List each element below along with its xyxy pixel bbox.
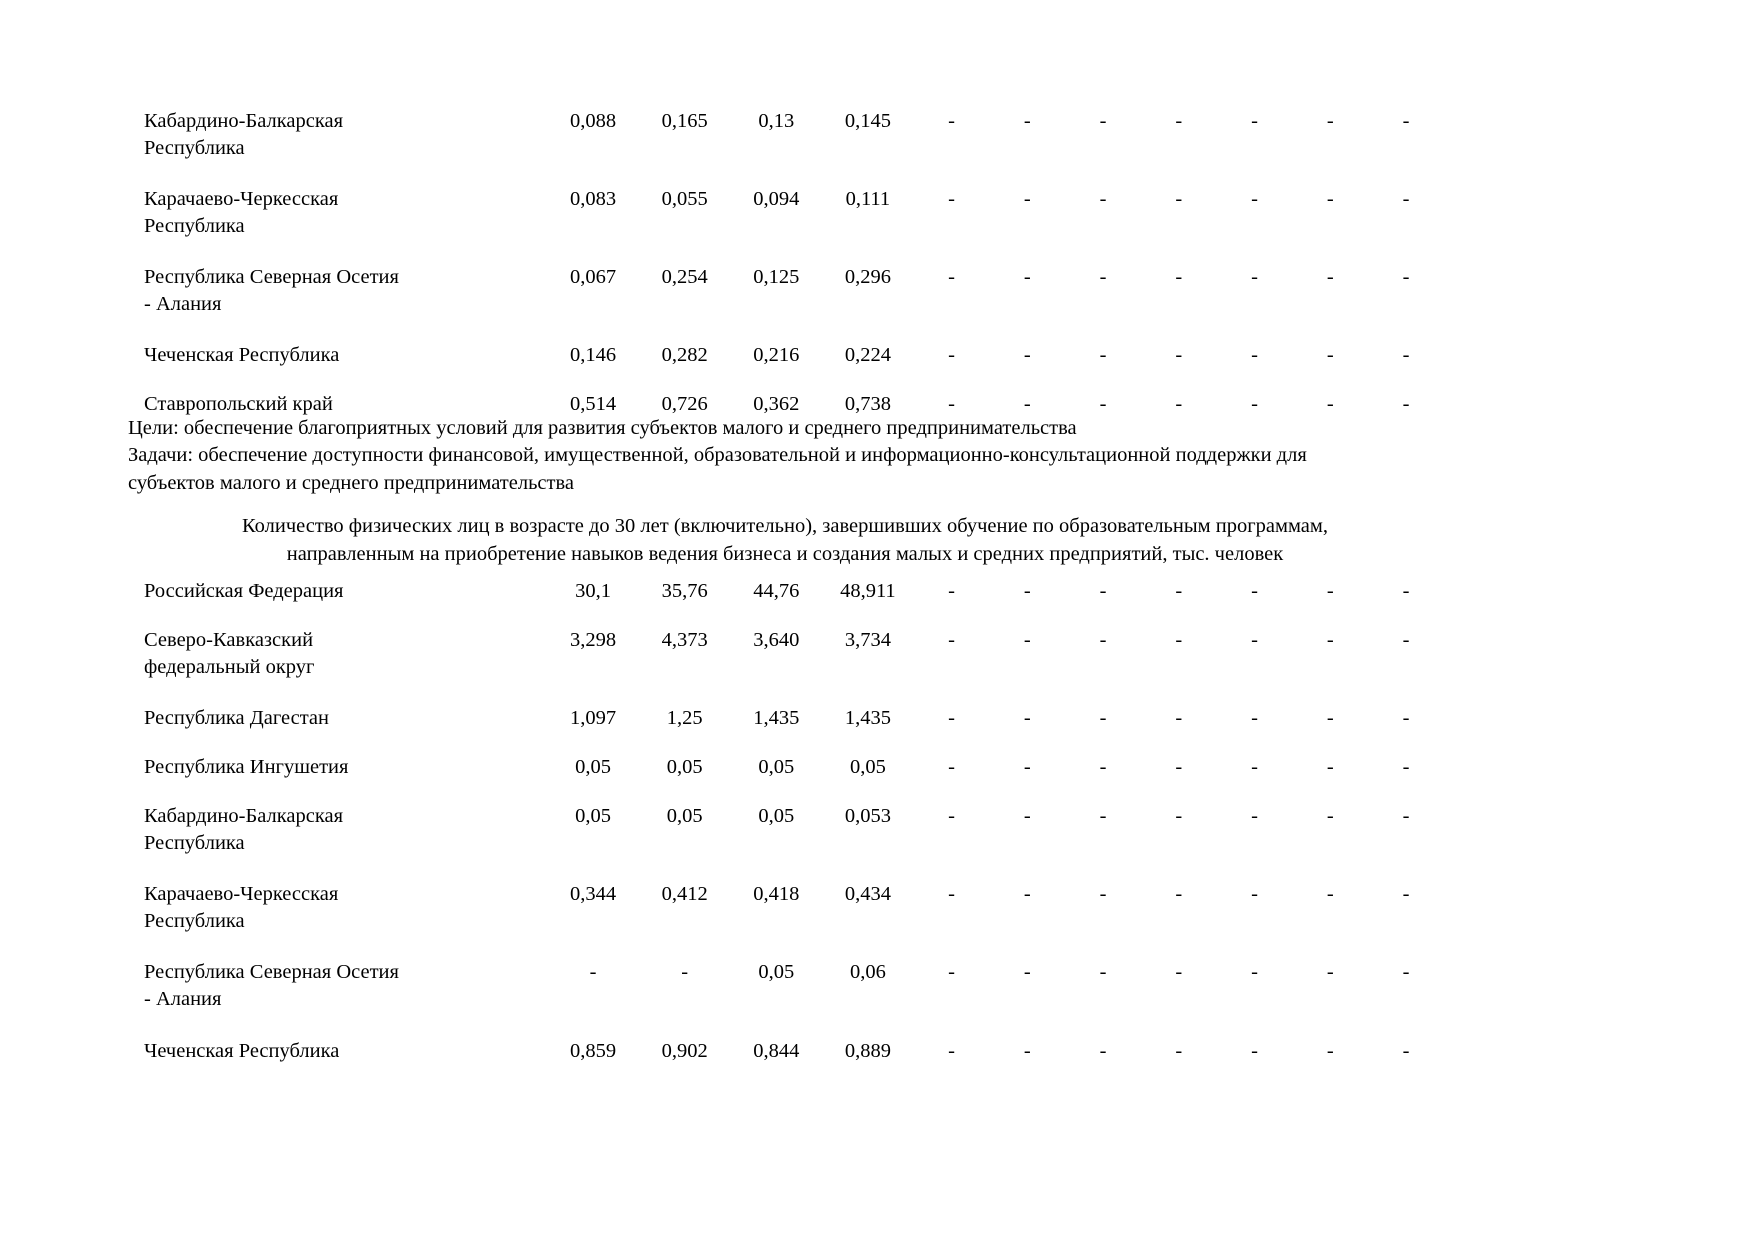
cell-empty: -	[1175, 756, 1183, 779]
cell-empty: -	[1326, 883, 1334, 906]
cell-empty: -	[1326, 344, 1334, 367]
cell-value: 0,412	[661, 883, 708, 906]
cell-empty: -	[1099, 393, 1107, 416]
cell-empty: -	[1175, 580, 1183, 602]
cell-empty: -	[1175, 110, 1183, 132]
cell-empty: -	[1023, 883, 1031, 906]
row-region-label	[144, 803, 547, 881]
table-row	[144, 959, 1444, 1037]
cell-empty: -	[948, 805, 955, 828]
cell-value: 0,111	[845, 188, 891, 211]
region-line: Республика Северная Осетия	[144, 266, 399, 289]
cell-empty: -	[1326, 756, 1334, 779]
cell-empty: -	[1099, 266, 1107, 289]
cell-value: 0,13	[758, 110, 795, 132]
goals-line: Цели: обеспечение благоприятных условий для развития субъектов малого и среднего предпринимательства	[128, 417, 1077, 439]
region-line: Чеченская Республика	[144, 344, 340, 367]
region-line: Ставропольский край	[144, 393, 333, 416]
cell-empty: -	[1402, 393, 1410, 416]
indicator-table-top	[144, 108, 1444, 440]
cell-empty: -	[948, 1039, 955, 1062]
cell-value: 1,435	[753, 707, 800, 730]
cell-value: 35,76	[661, 580, 708, 602]
cell-empty: -	[1099, 961, 1107, 984]
cell-value: 30,1	[575, 580, 611, 602]
cell-empty: -	[948, 961, 955, 984]
cell-empty: -	[1099, 629, 1107, 652]
cell-value: 0,434	[844, 883, 891, 906]
table-row	[144, 705, 1444, 754]
cell-value: 3,734	[844, 629, 891, 652]
cell-value: 0,05	[758, 805, 795, 828]
cell-value: 44,76	[753, 580, 800, 602]
cell-empty: -	[948, 580, 955, 602]
cell-value: 0,889	[844, 1039, 891, 1062]
cell-empty: -	[1099, 805, 1107, 828]
cell-empty: -	[948, 707, 955, 730]
table-row	[144, 803, 1444, 881]
cell-value: 0,067	[569, 266, 617, 289]
row-region-label	[144, 342, 547, 391]
cell-empty: -	[1175, 961, 1183, 984]
table-bottom-body	[144, 578, 1444, 1087]
cell-value: -	[681, 961, 689, 984]
cell-value: 0,145	[844, 110, 891, 132]
cell-empty: -	[1251, 629, 1258, 652]
cell-empty: -	[1175, 344, 1183, 367]
indicator-table-bottom	[144, 578, 1444, 1087]
cell-value: 3,298	[569, 629, 617, 652]
cell-empty: -	[948, 344, 955, 367]
tasks-line: Задачи: обеспечение доступности финансовой, имущественной, образовательной и информационно-консультационной поддержки для	[128, 444, 1307, 467]
row-region-label	[144, 754, 547, 803]
cell-empty: -	[948, 393, 955, 416]
cell-value: 0,859	[569, 1039, 617, 1062]
indicator-title-line: направленным на приобретение навыков ведения бизнеса и создания малых и средних предприятий, тыс. человек	[286, 543, 1284, 566]
cell-value: 0,055	[661, 188, 708, 211]
cell-empty: -	[1023, 580, 1031, 602]
cell-empty: -	[1175, 805, 1183, 828]
row-region-label	[144, 705, 547, 754]
cell-empty: -	[948, 756, 955, 779]
cell-empty: -	[1251, 756, 1258, 779]
indicator-title	[150, 512, 1420, 569]
cell-empty: -	[1175, 188, 1183, 211]
table-row	[144, 186, 1444, 264]
cell-empty: -	[1023, 1039, 1031, 1062]
cell-value: 0,05	[575, 805, 611, 828]
cell-value: 0,05	[758, 756, 795, 779]
cell-empty: -	[948, 629, 955, 652]
cell-value: 0,254	[661, 266, 708, 289]
cell-empty: -	[1326, 188, 1334, 211]
cell-empty: -	[1023, 805, 1031, 828]
cell-empty: -	[1251, 580, 1258, 602]
table-row	[144, 578, 1444, 627]
cell-value: 0,344	[569, 883, 617, 906]
cell-value: 0,726	[661, 393, 708, 416]
cell-empty: -	[1402, 1039, 1410, 1062]
region-line: Российская Федерация	[144, 580, 344, 602]
cell-empty: -	[1251, 1039, 1258, 1062]
cell-empty: -	[1251, 393, 1258, 416]
region-line: Республика	[144, 832, 245, 855]
table-top-body	[144, 108, 1444, 440]
cell-value: 0,362	[753, 393, 800, 416]
cell-empty: -	[1402, 110, 1410, 132]
tasks-line-cont: субъектов малого и среднего предпринимательства	[128, 471, 574, 494]
cell-empty: -	[1326, 707, 1334, 730]
table-row	[144, 754, 1444, 803]
cell-value: 0,06	[849, 961, 886, 984]
cell-empty: -	[1023, 707, 1031, 730]
cell-value: 0,224	[844, 344, 891, 367]
row-region-label	[144, 578, 547, 627]
row-region-label	[144, 108, 547, 186]
cell-value: 1,435	[844, 707, 891, 730]
cell-value: 0,146	[569, 344, 617, 367]
indicator-title-line: Количество физических лиц в возрасте до 30 лет (включительно), завершивших обучение по образовательным программам,	[242, 515, 1328, 537]
cell-empty: -	[1251, 110, 1258, 132]
cell-empty: -	[1099, 580, 1107, 602]
cell-value: 0,125	[753, 266, 800, 289]
cell-empty: -	[1099, 756, 1107, 779]
cell-empty: -	[1251, 883, 1258, 906]
cell-value: 0,088	[569, 110, 617, 132]
cell-empty: -	[1402, 961, 1410, 984]
table-top	[144, 108, 1444, 440]
cell-empty: -	[1326, 266, 1334, 289]
cell-value: 0,05	[849, 756, 886, 779]
row-region-label	[144, 881, 547, 959]
cell-empty: -	[1251, 188, 1258, 211]
row-region-label	[144, 186, 547, 264]
region-line: Кабардино-Балкарская	[144, 805, 344, 828]
cell-empty: -	[1402, 707, 1410, 730]
cell-value: 0,514	[569, 393, 617, 416]
cell-empty: -	[1023, 629, 1031, 652]
cell-empty: -	[948, 883, 955, 906]
cell-value: 3,640	[753, 629, 800, 652]
cell-empty: -	[1326, 580, 1334, 602]
table-row	[144, 881, 1444, 959]
cell-empty: -	[1023, 344, 1031, 367]
region-line: Республика Дагестан	[144, 707, 329, 730]
cell-value: 4,373	[661, 629, 708, 652]
cell-empty: -	[1251, 805, 1258, 828]
cell-empty: -	[1175, 707, 1183, 730]
row-region-label	[144, 627, 547, 705]
region-line: Северо-Кавказский	[144, 629, 314, 652]
cell-empty: -	[1251, 266, 1258, 289]
cell-empty: -	[1402, 344, 1410, 367]
region-line: Карачаево-Черкесская	[144, 188, 339, 211]
cell-value: -	[589, 961, 597, 984]
cell-empty: -	[1326, 629, 1334, 652]
cell-value: 0,05	[758, 961, 795, 984]
cell-value: 0,165	[661, 110, 708, 132]
region-line: Республика Северная Осетия	[144, 961, 399, 984]
cell-empty: -	[1099, 110, 1107, 132]
cell-empty: -	[1023, 961, 1031, 984]
table-bottom	[144, 578, 1444, 1087]
cell-empty: -	[1402, 188, 1410, 211]
cell-empty: -	[948, 110, 955, 132]
region-line: Кабардино-Балкарская	[144, 110, 344, 132]
cell-value: 0,844	[753, 1039, 800, 1062]
cell-empty: -	[1326, 961, 1334, 984]
region-line: федеральный округ	[144, 656, 315, 679]
cell-value: 0,418	[753, 883, 800, 906]
cell-empty: -	[1251, 344, 1258, 367]
cell-empty: -	[1402, 756, 1410, 779]
region-line: Карачаево-Черкесская	[144, 883, 339, 906]
cell-empty: -	[948, 188, 955, 211]
cell-value: 0,282	[661, 344, 708, 367]
region-line: - Алания	[144, 293, 222, 316]
cell-empty: -	[1251, 961, 1258, 984]
cell-empty: -	[1402, 629, 1410, 652]
region-line: Республика	[144, 910, 245, 933]
cell-value: 0,216	[753, 344, 800, 367]
cell-empty: -	[1326, 1039, 1334, 1062]
cell-empty: -	[948, 266, 955, 289]
region-line: Республика	[144, 137, 245, 160]
cell-empty: -	[1251, 707, 1258, 730]
table-row	[144, 108, 1444, 186]
cell-empty: -	[1326, 110, 1334, 132]
region-line: Республика Ингушетия	[144, 756, 349, 779]
cell-value: 0,094	[753, 188, 800, 211]
cell-empty: -	[1099, 707, 1107, 730]
cell-empty: -	[1099, 883, 1107, 906]
cell-empty: -	[1175, 393, 1183, 416]
region-line: Республика	[144, 215, 245, 238]
cell-empty: -	[1175, 629, 1183, 652]
cell-empty: -	[1099, 188, 1107, 211]
cell-empty: -	[1326, 393, 1334, 416]
table-row	[144, 1038, 1444, 1087]
cell-value: 0,053	[844, 805, 891, 828]
cell-empty: -	[1023, 188, 1031, 211]
region-line: Чеченская Республика	[144, 1039, 340, 1062]
cell-value: 0,296	[844, 266, 891, 289]
cell-empty: -	[1402, 266, 1410, 289]
cell-value: 0,902	[661, 1039, 708, 1062]
cell-empty: -	[1099, 344, 1107, 367]
cell-value: 0,05	[575, 756, 611, 779]
cell-value: 0,083	[569, 188, 617, 211]
cell-value: 48,911	[840, 580, 896, 602]
cell-empty: -	[1175, 266, 1183, 289]
cell-empty: -	[1326, 805, 1334, 828]
cell-value: 1,25	[666, 707, 703, 730]
cell-value: 0,05	[666, 756, 703, 779]
table-row	[144, 264, 1444, 342]
row-region-label	[144, 264, 547, 342]
row-region-label	[144, 959, 547, 1037]
cell-value: 0,738	[844, 393, 891, 416]
cell-empty: -	[1023, 266, 1031, 289]
cell-empty: -	[1402, 805, 1410, 828]
cell-empty: -	[1402, 580, 1410, 602]
table-row	[144, 342, 1444, 391]
cell-empty: -	[1402, 883, 1410, 906]
region-line: - Алания	[144, 988, 222, 1011]
cell-value: 0,05	[666, 805, 703, 828]
cell-empty: -	[1175, 1039, 1183, 1062]
cell-empty: -	[1099, 1039, 1107, 1062]
row-region-label	[144, 1038, 547, 1087]
table-row	[144, 627, 1444, 705]
cell-value: 1,097	[569, 707, 617, 730]
goals-and-tasks-paragraph	[128, 415, 1448, 497]
cell-empty: -	[1023, 756, 1031, 779]
cell-empty: -	[1175, 883, 1183, 906]
cell-empty: -	[1023, 393, 1031, 416]
cell-empty: -	[1023, 110, 1031, 132]
